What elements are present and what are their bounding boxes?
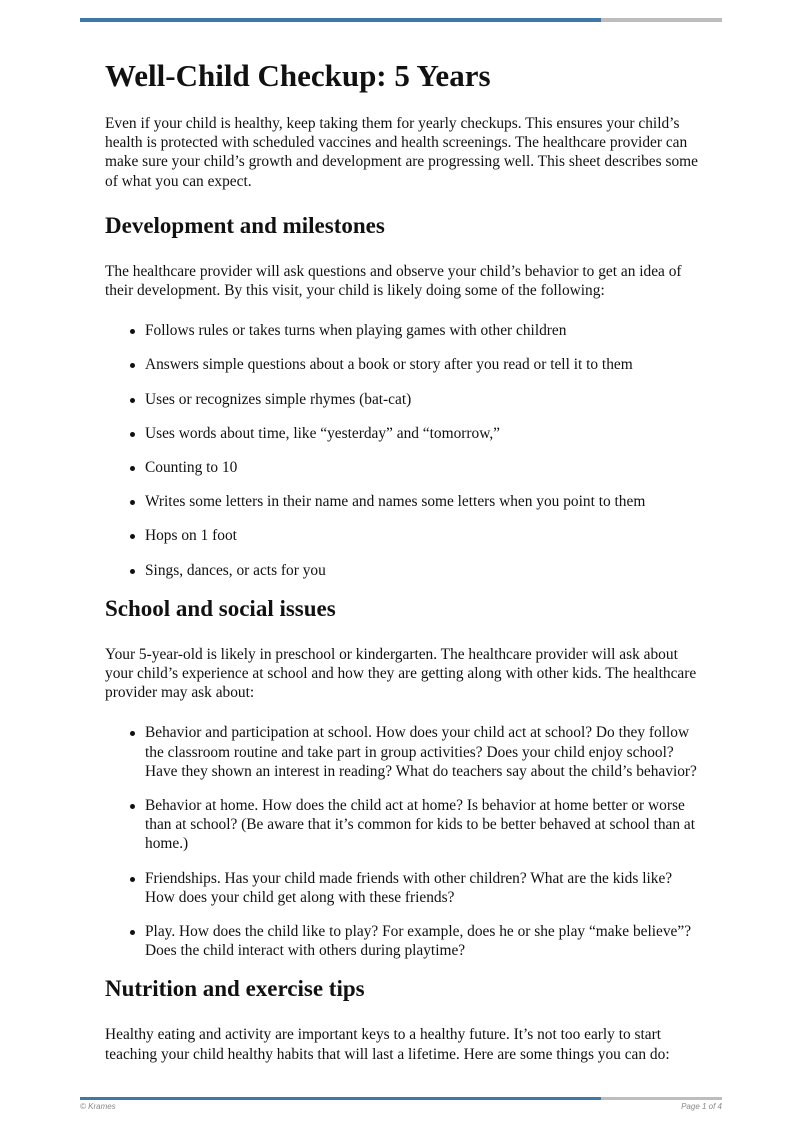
list-item-text: Behavior and participation at school. How does your child act at school? Do they follow the classroom routine and take part in group activities? Does your child enjoy school? Have they shown an interest in reading? What do teachers say about the child’s behavior? (145, 724, 697, 780)
list-item-text: Counting to 10 (145, 459, 238, 477)
footer-page-number: Page 1 of 4 (681, 1102, 722, 1111)
list-item-text: Friendships. Has your child made friends with other children? What are the kids like? How does your child get along with these friends? (145, 869, 673, 906)
list-item-text: Hops on 1 foot (145, 527, 237, 545)
section-heading-school: School and social issues (105, 595, 336, 621)
page-title: Well-Child Checkup: 5 Years (105, 58, 491, 93)
list-item (145, 561, 705, 580)
school-issues-list (105, 723, 705, 960)
footer-rule (80, 1097, 722, 1100)
bullet-icon (130, 466, 135, 471)
list-item-text: Play. How does the child like to play? For example, does he or she play “make believe”? Does the child interact with others during playtime? (145, 923, 692, 960)
bullet-icon (130, 804, 135, 809)
section-heading-development: Development and milestones (105, 212, 385, 238)
list-item-text: Follows rules or takes turns when playing games with other children (145, 322, 567, 340)
list-item-text: Uses words about time, like “yesterday” and “tomorrow,” (145, 424, 501, 442)
header-rule-blue (80, 18, 601, 22)
section-heading-nutrition: Nutrition and exercise tips (105, 976, 365, 1002)
footer-copyright: © Krames (80, 1102, 116, 1111)
footer-rule-blue (80, 1097, 601, 1100)
footer-rule-grey (601, 1097, 722, 1100)
section-paragraph-nutrition: Healthy eating and activity are important keys to a healthy future. It’s not too early to start teaching your child healthy habits that will last a lifetime. Here are some things you can do: (105, 1026, 670, 1063)
list-item (145, 922, 705, 960)
bullet-icon (130, 731, 135, 736)
list-item-text: Answers simple questions about a book or story after you read or tell it to them (145, 356, 633, 374)
list-item-text: Uses or recognizes simple rhymes (bat-cat) (145, 390, 412, 408)
list-item (145, 526, 705, 545)
section-paragraph-development: The healthcare provider will ask questions and observe your child’s behavior to get an idea of their development. By this visit, your child is likely doing some of the following: (105, 262, 682, 300)
list-item-text: Behavior at home. How does the child act at home? Is behavior at home better or worse than at school? (Be aware that it’s common for kids to be better behaved at school than at home.) (145, 797, 696, 853)
list-item (145, 390, 705, 409)
bullet-icon (130, 534, 135, 539)
bullet-icon (130, 569, 135, 574)
list-item-text: Sings, dances, or acts for you (145, 561, 326, 579)
bullet-icon (130, 930, 135, 935)
bullet-icon (130, 500, 135, 505)
list-item (145, 723, 705, 781)
header-rule (80, 18, 722, 22)
milestones-list (105, 321, 705, 580)
list-item (145, 424, 705, 443)
bullet-icon (130, 877, 135, 882)
list-item (145, 869, 705, 907)
section-paragraph-school: Your 5-year-old is likely in preschool or kindergarten. The healthcare provider will ask about your child’s experience at school and how they are getting along with other kids. The healthcare provider may ask about: (105, 645, 697, 702)
bullet-icon (130, 398, 135, 403)
list-item-text: Writes some letters in their name and names some letters when you point to them (145, 493, 646, 511)
list-item (145, 355, 705, 374)
list-item (145, 458, 705, 477)
bullet-icon (130, 329, 135, 334)
list-item (145, 492, 705, 511)
list-item (145, 321, 705, 340)
bullet-icon (130, 363, 135, 368)
intro-paragraph: Even if your child is healthy, keep taking them for yearly checkups. This ensures your child’s health is protected with scheduled vaccines and health screenings. The healthcare provider can make sure your child’s growth and development are progressing well. This sheet describes some of what you can expect. (105, 115, 698, 190)
bullet-icon (130, 432, 135, 437)
header-rule-grey (601, 18, 722, 22)
document-body (105, 58, 705, 1085)
list-item (145, 796, 705, 854)
